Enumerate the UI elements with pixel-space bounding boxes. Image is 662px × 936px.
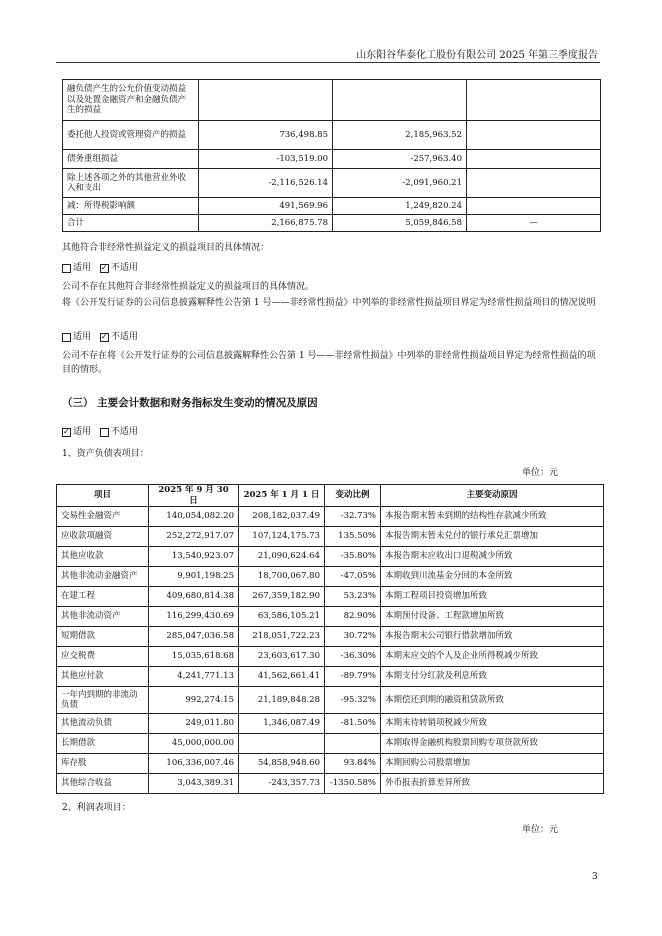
page-number: 3 <box>592 872 598 882</box>
balance-sheet-subtitle: 1、资产负债表项目： <box>62 449 149 459</box>
row-value-jan1: 107,124,175.73 <box>239 527 325 547</box>
header-sep30: 2025 年 9 月 30 日 <box>149 485 239 507</box>
table-row <box>63 150 601 169</box>
row-change-ratio: -81.50% <box>325 714 381 734</box>
unit-label-2: 单位：元 <box>522 825 559 835</box>
row-value-ytd <box>333 80 467 121</box>
row-value-jan1: 21,090,624.64 <box>239 547 325 567</box>
applicable-label: 适用 <box>73 263 92 273</box>
not-applicable-checkbox[interactable] <box>100 264 109 273</box>
row-value-jan1: 23,603,617.30 <box>239 647 325 667</box>
row-value-current: 491,569.96 <box>199 198 333 215</box>
row-value-sep30: 249,011.80 <box>149 714 239 734</box>
row-value-jan1: 218,051,722.23 <box>239 627 325 647</box>
header-change: 变动比例 <box>325 485 381 507</box>
row-change-ratio: -1350.58% <box>325 774 381 794</box>
row-change-reason: 本期偿还到期的融资租赁款所致 <box>381 687 604 714</box>
table-row <box>57 714 604 734</box>
row-change-reason: 本期支付分红款及利息所致 <box>381 667 604 687</box>
table-row <box>57 734 604 754</box>
table-row <box>63 121 601 150</box>
row-note <box>467 150 601 169</box>
row-change-ratio <box>325 734 381 754</box>
row-value-sep30: 252,272,917.07 <box>149 527 239 547</box>
table-row <box>57 587 604 607</box>
row-value-jan1: 21,189,848.28 <box>239 687 325 714</box>
row-value-sep30: 45,000,000.00 <box>149 734 239 754</box>
row-item-label: 融负债产生的公允价值变动损益以及处置金融资产和金融负债产生的损益 <box>63 80 199 121</box>
row-value-jan1: 63,586,105.21 <box>239 607 325 627</box>
income-statement-subtitle: 2、利润表项目： <box>62 803 131 813</box>
row-change-ratio: 82.90% <box>325 607 381 627</box>
row-change-reason: 本期取得金融机构股票回购专项贷款所致 <box>381 734 604 754</box>
row-value-jan1: 18,700,067.80 <box>239 567 325 587</box>
row-change-reason: 本期工程项目投资增加所致 <box>381 587 604 607</box>
row-note <box>467 121 601 150</box>
other-items-note: 其他符合非经常性损益定义的损益项目的具体情况： <box>62 243 270 253</box>
applicable-label: 适用 <box>73 427 92 437</box>
row-change-reason: 本报告期末应收出口退税减少所致 <box>381 547 604 567</box>
header-divider <box>56 62 600 63</box>
row-change-ratio: 53.23% <box>325 587 381 607</box>
row-change-reason: 外币报表折算差异所致 <box>381 774 604 794</box>
row-value-jan1: 1,346,087.49 <box>239 714 325 734</box>
applicable-checkbox[interactable] <box>62 264 71 273</box>
not-applicable-checkbox[interactable] <box>100 428 109 437</box>
row-item-label: 应交税费 <box>57 647 149 667</box>
row-change-ratio: -95.32% <box>325 687 381 714</box>
row-change-ratio: 135.50% <box>325 527 381 547</box>
table-row <box>57 687 604 714</box>
row-value-ytd: 1,249,820.24 <box>333 198 467 215</box>
table-row <box>57 567 604 587</box>
row-change-reason: 本报告期末公司银行借款增加所致 <box>381 627 604 647</box>
reclassification-note: 将《公开发行证券的公司信息披露解释性公告第 1 号——非经常性损益》中列举的非经常性损益项目界定为经常性损益项目的情况说明 <box>62 298 596 308</box>
unit-label: 单位：元 <box>522 468 559 478</box>
option-line-2 <box>62 330 602 345</box>
row-value-sep30: 3,043,389.31 <box>149 774 239 794</box>
row-note <box>467 198 601 215</box>
row-item-label: 除上述各项之外的其他营业外收入和支出 <box>63 169 199 198</box>
header-reason: 主要变动原因 <box>381 485 604 507</box>
not-applicable-label: 不适用 <box>110 427 138 437</box>
row-item-label: 其他应收款 <box>57 547 149 567</box>
row-item-label: 长期借款 <box>57 734 149 754</box>
row-item-label: 一年内到期的非流动负债 <box>57 687 149 714</box>
row-item-label: 减：所得税影响额 <box>63 198 199 215</box>
row-value-jan1: -243,357.73 <box>239 774 325 794</box>
row-change-ratio: -36.30% <box>325 647 381 667</box>
table-row <box>57 607 604 627</box>
row-change-reason: 本期回购公司股票增加 <box>381 754 604 774</box>
row-change-reason: 本报告期末暂未到期的结构性存款减少所致 <box>381 507 604 527</box>
row-change-ratio: 30.72% <box>325 627 381 647</box>
table-header-row <box>57 485 604 507</box>
row-change-ratio: 93.84% <box>325 754 381 774</box>
header-jan1: 2025 年 1 月 1 日 <box>239 485 325 507</box>
table-row <box>57 507 604 527</box>
no-other-items-statement: 公司不存在其他符合非经常性损益定义的损益项目的具体情况。 <box>62 282 315 292</box>
no-reclassification-statement: 公司不存在将《公开发行证券的公司信息披露解释性公告第 1 号——非经常性损益》中列举的非经常性损益项目界定为经常性损益的项目的情形。 <box>62 351 596 375</box>
applicable-checkbox[interactable] <box>62 428 71 437</box>
row-value-jan1 <box>239 734 325 754</box>
row-value-sep30: 140,054,082.20 <box>149 507 239 527</box>
row-note <box>467 80 601 121</box>
row-change-reason: 本期末应交的个人及企业所得税减少所致 <box>381 647 604 667</box>
table-row <box>57 547 604 567</box>
row-item-label: 委托他人投资或管理资产的损益 <box>63 121 199 150</box>
row-item-label: 其他非流动资产 <box>57 607 149 627</box>
row-change-reason: 本期收到川流基金分回的本金所致 <box>381 567 604 587</box>
row-change-ratio: -35.80% <box>325 547 381 567</box>
not-applicable-label: 不适用 <box>110 263 138 273</box>
not-applicable-checkbox[interactable] <box>100 333 109 342</box>
row-value-jan1: 267,359,182.90 <box>239 587 325 607</box>
not-applicable-label: 不适用 <box>110 332 138 342</box>
header-item: 项目 <box>57 485 149 507</box>
row-value-jan1: 54,858,948.60 <box>239 754 325 774</box>
table-row <box>57 627 604 647</box>
row-value-current <box>199 80 333 121</box>
row-item-label: 应收款项融资 <box>57 527 149 547</box>
row-value-ytd: 5,059,846.58 <box>333 215 467 232</box>
row-change-reason: 本报告期末暂未兑付的银行承兑汇票增加 <box>381 527 604 547</box>
row-item-label: 库存股 <box>57 754 149 774</box>
applicable-checkbox[interactable] <box>62 333 71 342</box>
table-row <box>63 169 601 198</box>
row-value-current: 2,166,875.78 <box>199 215 333 232</box>
row-item-label: 在建工程 <box>57 587 149 607</box>
row-item-label: 债务重组损益 <box>63 150 199 169</box>
row-item-label: 交易性金融资产 <box>57 507 149 527</box>
row-item-label: 其他流动负债 <box>57 714 149 734</box>
option-line-3 <box>62 425 602 440</box>
section-title: （三） 主要会计数据和财务指标发生变动的情况及原因 <box>62 397 318 409</box>
report-header-title: 山东阳谷华泰化工股份有限公司 2025 年第三季度报告 <box>356 50 598 61</box>
table-row <box>57 667 604 687</box>
row-value-sep30: 409,680,814.38 <box>149 587 239 607</box>
option-line-1 <box>62 261 602 276</box>
row-item-label: 短期借款 <box>57 627 149 647</box>
row-item-label: 其他综合收益 <box>57 774 149 794</box>
table-row <box>63 80 601 121</box>
row-value-sep30: 13,540,923.07 <box>149 547 239 567</box>
row-change-reason: 本期末待转销项税减少所致 <box>381 714 604 734</box>
row-item-label: 其他非流动金融资产 <box>57 567 149 587</box>
row-value-sep30: 992,274.15 <box>149 687 239 714</box>
balance-sheet-changes-table <box>56 484 604 794</box>
row-value-current: -2,116,526.14 <box>199 169 333 198</box>
table-row <box>57 647 604 667</box>
row-change-ratio: -47.05% <box>325 567 381 587</box>
row-value-ytd: -257,963.40 <box>333 150 467 169</box>
applicable-label: 适用 <box>73 332 92 342</box>
row-value-ytd: 2,185,963.52 <box>333 121 467 150</box>
row-value-sep30: 116,299,430.69 <box>149 607 239 627</box>
row-note <box>467 169 601 198</box>
row-value-jan1: 41,562,661.41 <box>239 667 325 687</box>
row-item-label: 合计 <box>63 215 199 232</box>
table-row <box>63 215 601 232</box>
row-value-jan1: 208,182,037.49 <box>239 507 325 527</box>
table-row <box>57 774 604 794</box>
row-value-sep30: 9,901,198.25 <box>149 567 239 587</box>
row-change-reason: 本期预付设备、工程款增加所致 <box>381 607 604 627</box>
row-value-current: -103,519.00 <box>199 150 333 169</box>
row-value-sep30: 106,336,007.46 <box>149 754 239 774</box>
table-row <box>57 754 604 774</box>
row-value-ytd: -2,091,960.21 <box>333 169 467 198</box>
row-value-current: 736,498.85 <box>199 121 333 150</box>
row-change-ratio: -32.73% <box>325 507 381 527</box>
row-change-ratio: -89.79% <box>325 667 381 687</box>
row-value-sep30: 285,047,036.58 <box>149 627 239 647</box>
table-row <box>57 527 604 547</box>
table-row <box>63 198 601 215</box>
row-item-label: 其他应付款 <box>57 667 149 687</box>
row-value-sep30: 4,241,771.13 <box>149 667 239 687</box>
non-recurring-gains-table <box>62 79 601 232</box>
row-note: — <box>467 215 601 232</box>
row-value-sep30: 15,035,618.68 <box>149 647 239 667</box>
